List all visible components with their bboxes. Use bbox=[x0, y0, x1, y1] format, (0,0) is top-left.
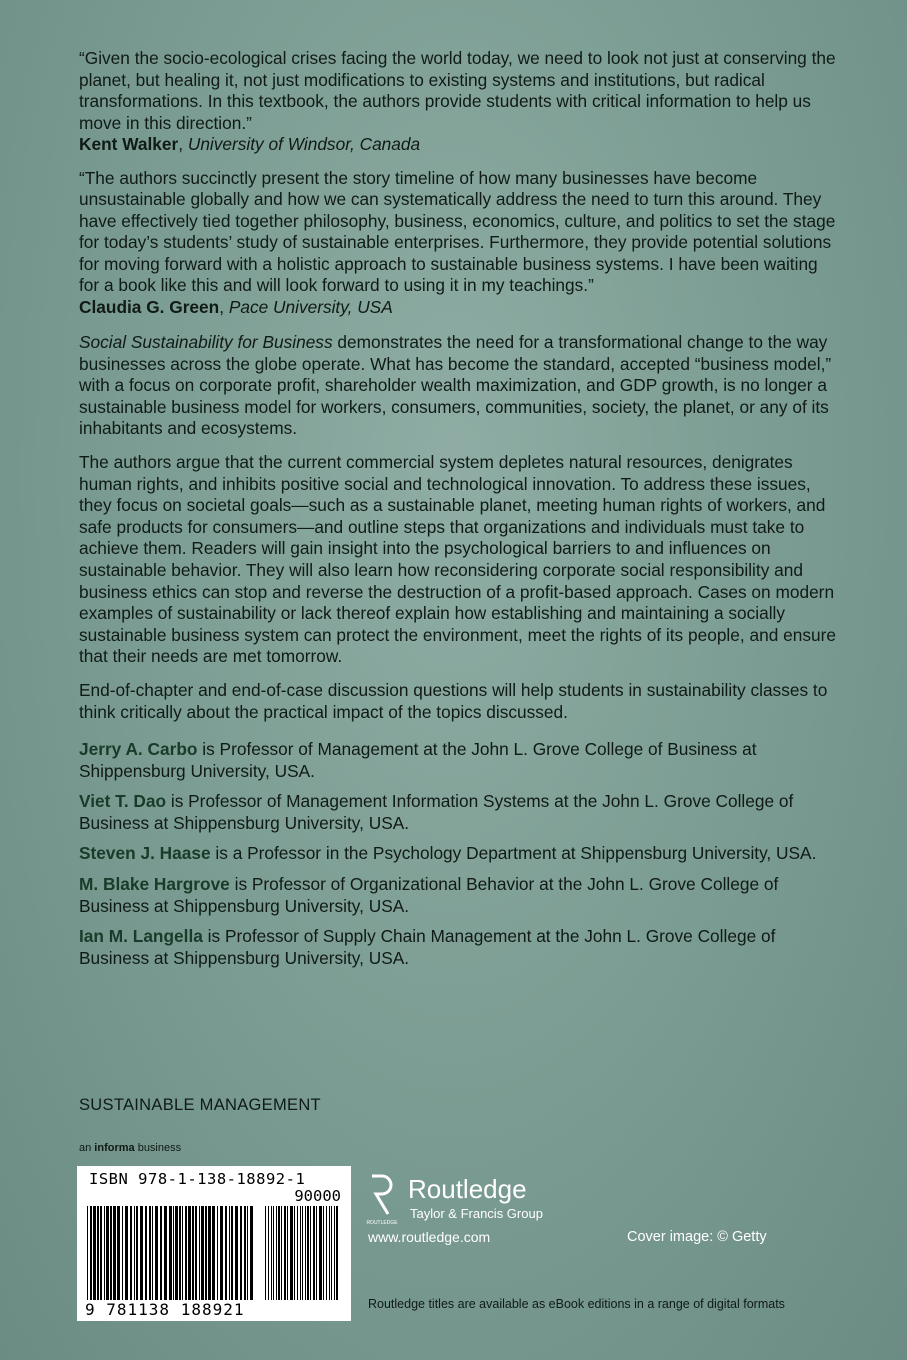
barcode-bar bbox=[287, 1206, 288, 1300]
barcode-bar bbox=[208, 1206, 211, 1300]
barcode-bar bbox=[169, 1206, 172, 1300]
barcode-bar bbox=[278, 1206, 280, 1300]
price-code: 90000 bbox=[294, 1187, 341, 1205]
author-bio-text: is Professor of Organizational Behavior at the John L. Grove College of Business at Shippensburg University, USA. bbox=[79, 874, 779, 916]
description-paragraph-1 bbox=[79, 332, 839, 440]
barcode-bar bbox=[331, 1206, 332, 1300]
description-paragraph-3: End-of-chapter and end-of-case discussion questions will help students in sustainability classes to think critically about the practical impact of the topics discussed. bbox=[79, 679, 828, 722]
author-bio bbox=[79, 843, 839, 865]
endorsement-1 bbox=[79, 48, 839, 156]
addon-barcode-bars bbox=[265, 1206, 341, 1300]
barcode-bar bbox=[268, 1206, 269, 1300]
barcode-bar bbox=[122, 1206, 123, 1300]
author-bio-text: is Professor of Supply Chain Management at the John L. Grove College of Business at Shippensburg University, USA. bbox=[79, 926, 776, 968]
barcode-bar bbox=[229, 1206, 230, 1300]
author-name: Ian M. Langella bbox=[79, 926, 203, 947]
description-paragraph-2: The authors argue that the current commercial system depletes natural resources, denigrates human rights, and inhibits positive social and technological innovation. To address these issues, they focus on societal goals—such as a sustainable planet, meeting human rights of workers, and safe products for consumers—and outline steps that organizations and individuals must take to achieve them. Readers will gain insight into the psychological barriers to and influences on sustainable behavior. They will also learn how reconsidering corporate social responsibility and business ethics can stop and reverse the destruction of a profit-based approach. Cases on modern examples of sustainability or lack thereof explain how establishing and maintaining a socially sustainable business system can protect the environment, meet the rights of its people, and ensure that their needs are met tomorrow. bbox=[79, 451, 836, 667]
barcode-bar bbox=[110, 1206, 112, 1300]
barcode-bar bbox=[297, 1206, 298, 1300]
barcode-bar bbox=[104, 1206, 105, 1300]
endorsement-quote: “Given the socio-ecological crises facing the world today, we need to look not just at conserving the planet, but healing it, not just modifications to existing systems and institutions, but radical transformations. In this textbook, the authors provide students with critical information to help us move in this direction.” bbox=[79, 48, 836, 133]
barcode-bar bbox=[329, 1206, 330, 1300]
barcode-bar bbox=[155, 1206, 158, 1300]
back-cover-content bbox=[79, 48, 839, 978]
barcode-bar bbox=[100, 1206, 102, 1300]
barcode-bar bbox=[281, 1206, 282, 1300]
barcode-bar bbox=[164, 1206, 167, 1300]
author-name: Steven J. Haase bbox=[79, 843, 211, 864]
barcode-bar bbox=[220, 1206, 223, 1300]
author-bio bbox=[79, 874, 839, 917]
author-bio-text: is a Professor in the Psychology Department at Shippensburg University, USA. bbox=[210, 843, 817, 864]
barcode-bar bbox=[305, 1206, 306, 1300]
barcode-bar bbox=[175, 1206, 178, 1300]
barcode-bar bbox=[336, 1206, 338, 1300]
barcode-bar bbox=[240, 1206, 242, 1300]
barcode-bar bbox=[90, 1206, 92, 1300]
barcode-bar bbox=[188, 1206, 191, 1300]
barcode-bar bbox=[302, 1206, 303, 1300]
barcode-bar bbox=[97, 1206, 99, 1300]
barcode-bar bbox=[244, 1206, 246, 1300]
author-bio bbox=[79, 739, 839, 782]
ean-number: 9 781138 188921 bbox=[85, 1300, 245, 1319]
barcode-bar bbox=[125, 1206, 128, 1300]
barcode-bar bbox=[276, 1206, 277, 1300]
barcode-bar bbox=[149, 1206, 151, 1300]
endorser-affiliation: Pace University, USA bbox=[228, 296, 393, 317]
barcode-bar bbox=[334, 1206, 335, 1300]
barcode-bar bbox=[205, 1206, 207, 1300]
barcode bbox=[77, 1166, 351, 1321]
informa-label bbox=[79, 1142, 181, 1154]
author-bio-text: is Professor of Management Information Systems at the John L. Grove College of Business at Shippensburg University, USA. bbox=[79, 791, 794, 833]
endorser-name: Kent Walker bbox=[79, 134, 179, 154]
barcode-bar bbox=[247, 1206, 248, 1300]
barcode-bar bbox=[87, 1206, 88, 1300]
barcode-bar bbox=[136, 1206, 138, 1300]
isbn-text: ISBN 978-1-138-18892-1 bbox=[89, 1170, 306, 1188]
endorsement-attribution: Claudia G. Green, Pace University, USA bbox=[79, 296, 393, 317]
barcode-bar bbox=[140, 1206, 143, 1300]
author-name: Jerry A. Carbo bbox=[79, 739, 198, 760]
barcode-bar bbox=[160, 1206, 162, 1300]
barcode-bar bbox=[316, 1206, 317, 1300]
publisher-name: Routledge bbox=[408, 1174, 527, 1204]
barcode-bar bbox=[113, 1206, 116, 1300]
endorser-name: Claudia G. Green bbox=[79, 296, 220, 317]
barcode-bar bbox=[290, 1206, 293, 1300]
barcode-bar bbox=[271, 1206, 272, 1300]
barcode-bar bbox=[217, 1206, 218, 1300]
ebook-note: Routledge titles are available as eBook editions in a range of digital formats bbox=[368, 1297, 785, 1311]
barcode-bar bbox=[225, 1206, 227, 1300]
endorsement-quote: “The authors succinctly present the story timeline of how many businesses have become unsustainable globally and how we can systematically address the need to turn this around. They have effectively tied together philosophy, business, economics, culture, and politics to set the stage for today’s students’ study of sustainable enterprises. Furthermore, they provide potential solutions for moving forward with a holistic approach to sustainable business systems. I have been waiting for a book like this and will look forward to using it in my teachings.” bbox=[79, 167, 836, 295]
ean-barcode-bars bbox=[87, 1206, 257, 1300]
routledge-mark-icon bbox=[368, 1174, 396, 1226]
endorsement-attribution: Kent Walker, University of Windsor, Canada bbox=[79, 134, 421, 154]
description-text: demonstrates the need for a transformational change to the way businesses across the globe operate. What has become the standard, accepted “business model,” with a focus on corporate profit, shareholder wealth maximization, and GDP growth, is no longer a sustainable business model for workers, consumers, communities, society, the planet, or any of its inhabitants and ecosystems. bbox=[79, 332, 832, 439]
cover-credit: Cover image: © Getty bbox=[627, 1229, 767, 1245]
routledge-mark-text: ROUTLEDGE bbox=[366, 1220, 398, 1226]
barcode-bar bbox=[199, 1206, 200, 1300]
barcode-bar bbox=[265, 1206, 266, 1300]
barcode-bar bbox=[195, 1206, 197, 1300]
barcode-bar bbox=[235, 1206, 238, 1300]
author-bio bbox=[79, 791, 839, 834]
barcode-bar bbox=[307, 1206, 309, 1300]
barcode-bar bbox=[201, 1206, 204, 1300]
author-name: M. Blake Hargrove bbox=[79, 874, 230, 895]
barcode-bar bbox=[106, 1206, 109, 1300]
barcode-bar bbox=[300, 1206, 301, 1300]
informa-prefix: an bbox=[79, 1142, 95, 1154]
barcode-bar bbox=[323, 1206, 324, 1300]
barcode-bar bbox=[93, 1206, 96, 1300]
barcode-bar bbox=[185, 1206, 187, 1300]
barcode-bar bbox=[182, 1206, 183, 1300]
book-title: Social Sustainability for Business bbox=[79, 332, 333, 352]
barcode-bar bbox=[212, 1206, 215, 1300]
author-bio-text: is Professor of Management at the John L. Grove College of Business at Shippensburg University, USA. bbox=[79, 739, 757, 781]
barcode-bar bbox=[313, 1206, 315, 1300]
barcode-bar bbox=[134, 1206, 135, 1300]
barcode-bar bbox=[284, 1206, 286, 1300]
barcode-bar bbox=[250, 1206, 253, 1300]
barcode-bar bbox=[117, 1206, 120, 1300]
barcode-bar bbox=[145, 1206, 147, 1300]
barcode-bar bbox=[152, 1206, 153, 1300]
barcode-bar bbox=[173, 1206, 174, 1300]
publisher-website[interactable]: www.routledge.com bbox=[368, 1229, 491, 1245]
barcode-bar bbox=[179, 1206, 181, 1300]
barcode-bar bbox=[319, 1206, 322, 1300]
barcode-bar bbox=[273, 1206, 274, 1300]
barcode-bar bbox=[130, 1206, 132, 1300]
series-label: SUSTAINABLE MANAGEMENT bbox=[79, 1096, 321, 1114]
publisher-group: Taylor & Francis Group bbox=[410, 1206, 543, 1221]
barcode-bar bbox=[192, 1206, 194, 1300]
barcode-bar bbox=[326, 1206, 327, 1300]
barcode-bar bbox=[294, 1206, 295, 1300]
author-name: Viet T. Dao bbox=[79, 791, 167, 812]
informa-brand: informa bbox=[94, 1142, 135, 1154]
endorsement-2 bbox=[79, 168, 839, 319]
author-bio bbox=[79, 926, 839, 969]
informa-suffix: business bbox=[134, 1142, 182, 1154]
barcode-bar bbox=[231, 1206, 233, 1300]
endorser-affiliation: University of Windsor, Canada bbox=[187, 134, 421, 154]
barcode-bar bbox=[310, 1206, 311, 1300]
